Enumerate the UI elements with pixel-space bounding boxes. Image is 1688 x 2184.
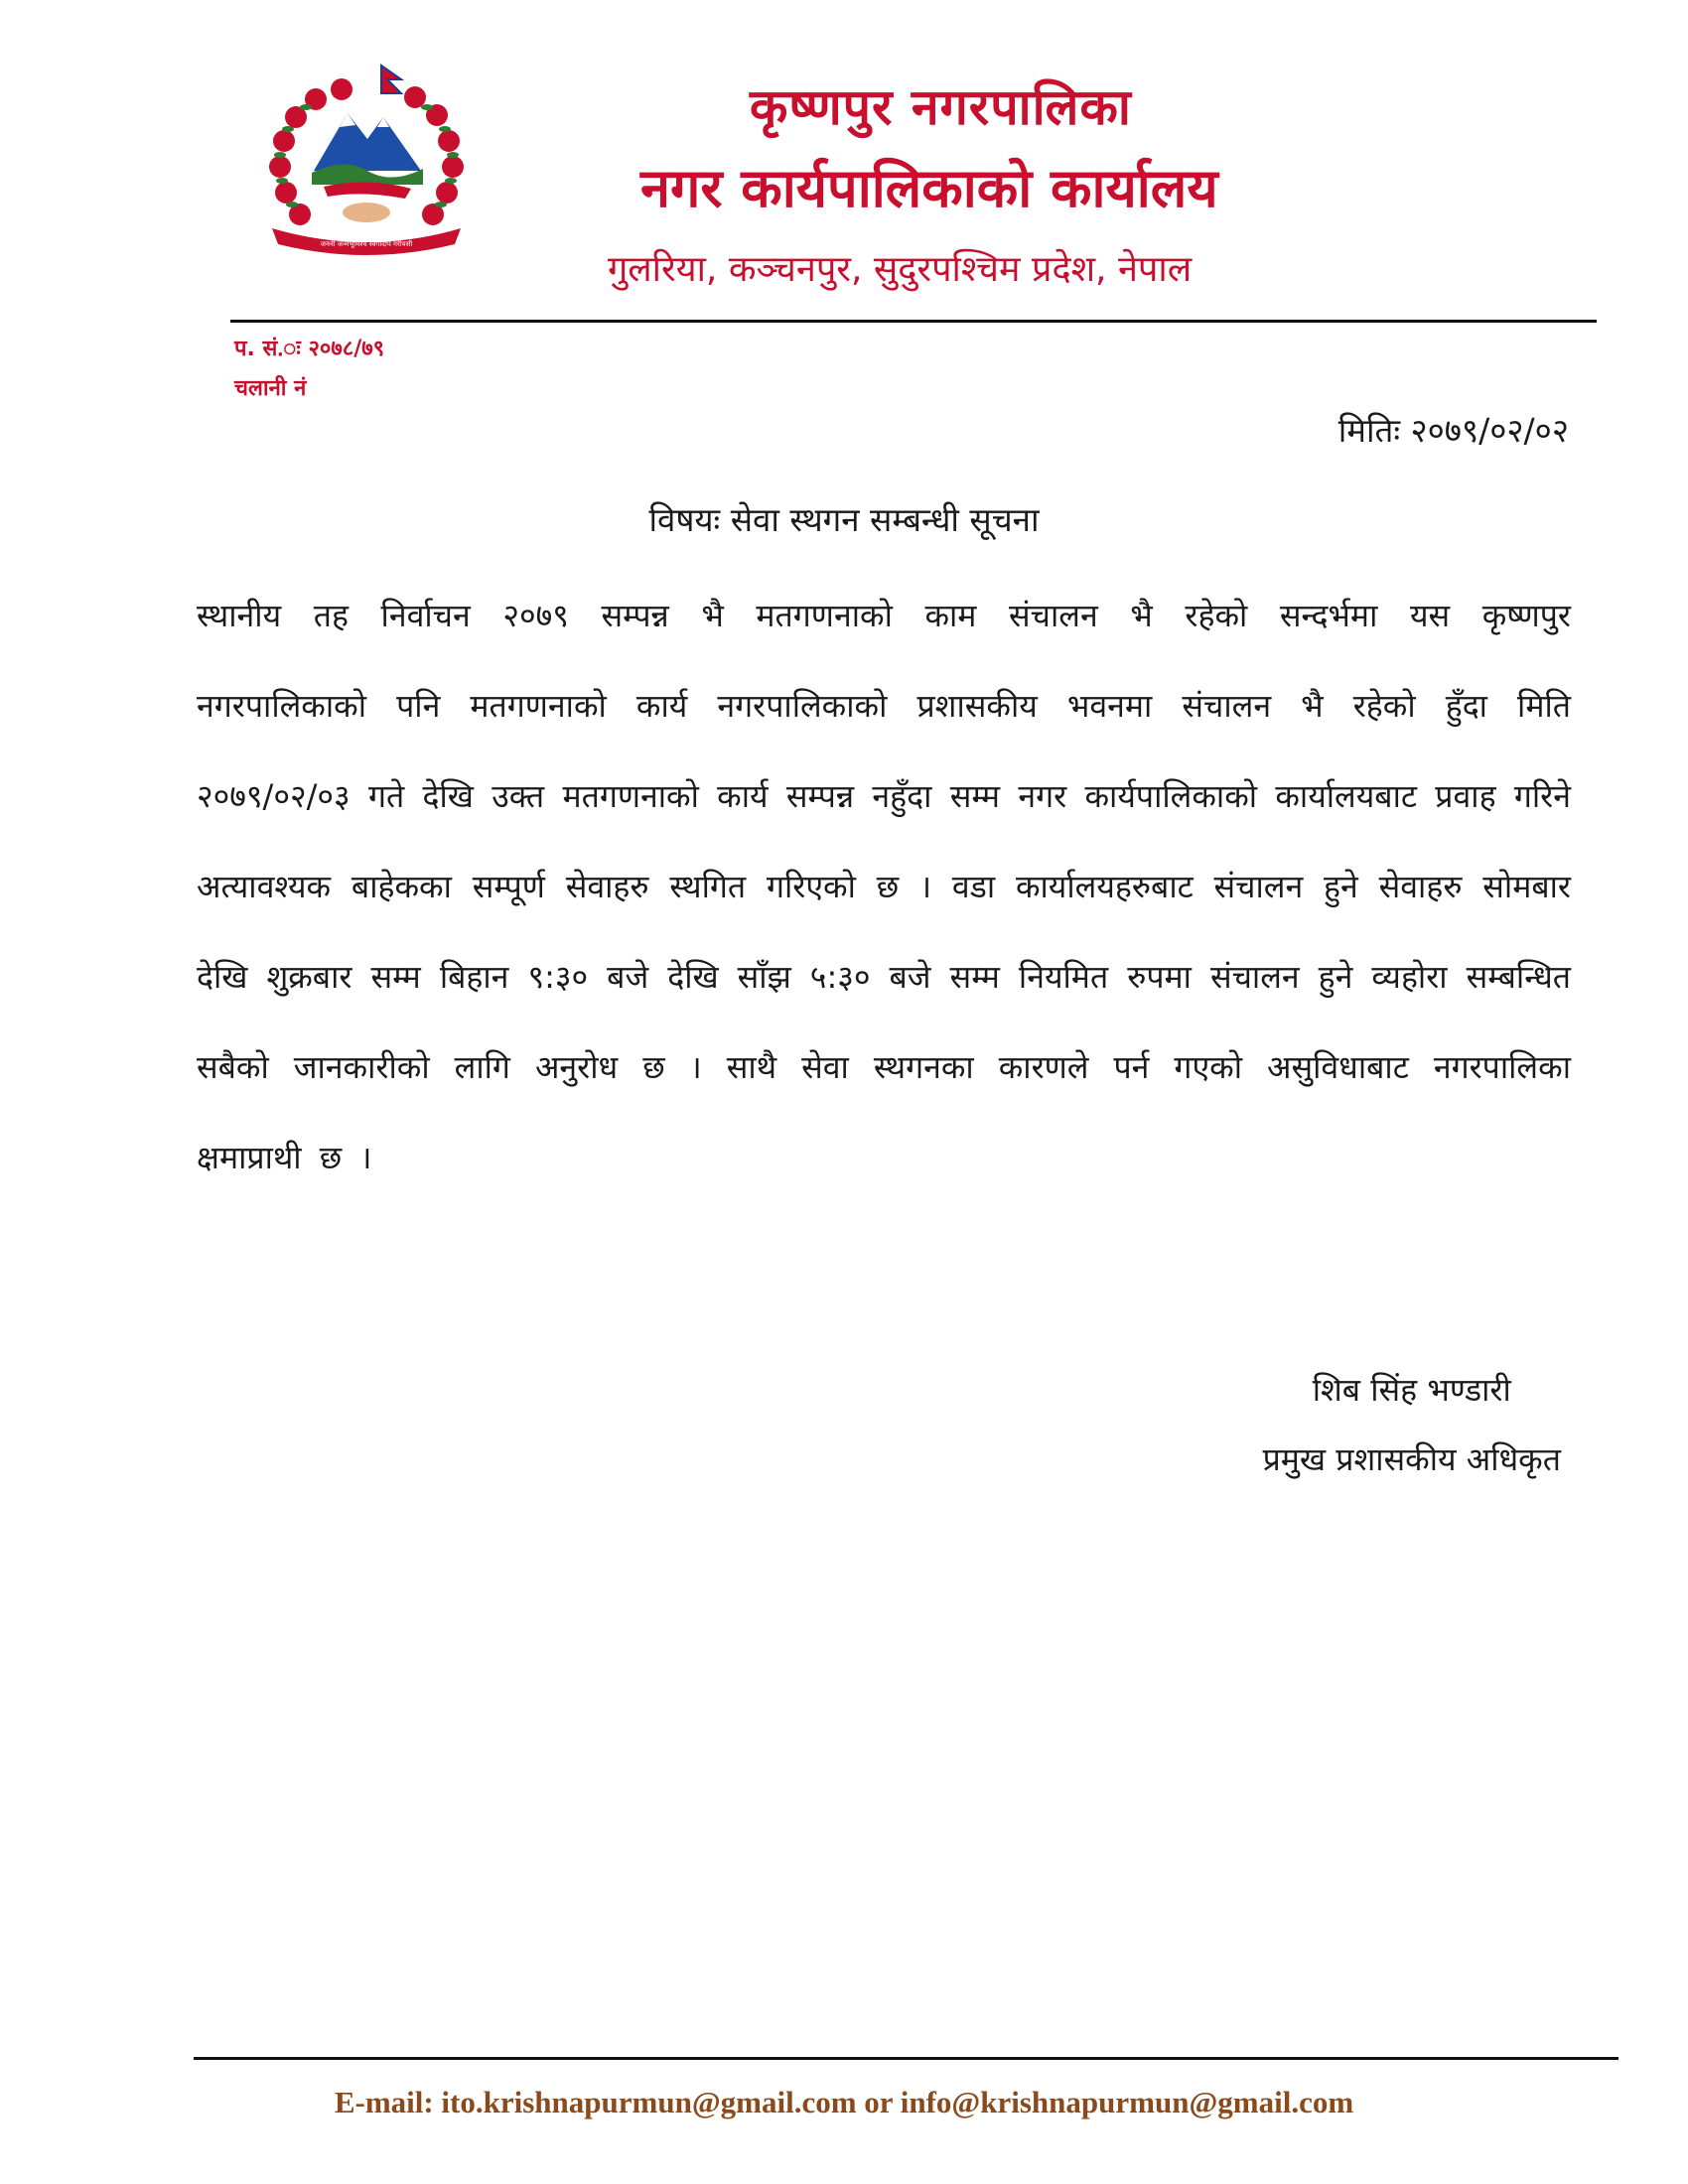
reference-block xyxy=(234,330,384,409)
org-name: कृष्णपुर नगरपालिका xyxy=(750,78,1132,136)
org-address: गुलरिया, कञ्चनपुर, सुदुरपश्चिम प्रदेश, नेपाल xyxy=(608,249,1193,290)
nepal-emblem-icon xyxy=(256,62,477,260)
emblem-motto: जननी जन्मभूमिश्च स्वर्गादपि गरीयसी xyxy=(320,240,413,248)
patra-sankhya: प. सं.ः २०७८/७९ xyxy=(234,337,385,361)
footer-email: E-mail: ito.krishnapurmun@gmail.com or info@krishnapurmun@gmail.com xyxy=(334,2085,1354,2119)
signature-block xyxy=(1263,1355,1561,1494)
office-name: नगर कार्यपालिकाको कार्यालय xyxy=(640,157,1218,219)
letter-date: मितिः २०७९/०२/०२ xyxy=(1337,411,1569,450)
header-divider xyxy=(230,320,1597,323)
signatory-designation: प्रमुख प्रशासकीय अधिकृत xyxy=(1262,1440,1561,1478)
letter-body: स्थानीय तह निर्वाचन २०७९ सम्पन्न भै मतगणनाको काम संचालन भै रहेको सन्दर्भमा यस कृष्णपुर नगरपालिकाको पनि मतगणनाको कार्य नगरपालिकाको प्रशासकीय भवनमा संचालन भै रहेको हुँदा मिति २०७९/०२/०३ गते देखि उक्त मतगणनाको कार्य सम्पन्न नहुँदा सम्म नगर कार्यपालिकाको कार्यालयबाट प्रवाह गरिने अत्यावश्यक बाहेकका सम्पूर्ण सेवाहरु स्थगित गरिएको छ । वडा कार्यालयहरुबाट संचालन हुने सेवाहरु सोमबार देखि शुक्रबार सम्म बिहान ९:३० बजे देखि साँझ ५:३० बजे सम्म नियमित रुपमा संचालन हुने व्यहोरा सम्बन्धित सबैको जानकारीको लागि अनुरोध छ । साथै सेवा स्थगनका कारणले पर्न गएको असुविधाबाट नगरपालिका क्षमाप्राथी छ । xyxy=(197,597,1571,1176)
footer-divider xyxy=(194,2057,1618,2060)
signatory-name: शिब सिंह भण्डारी xyxy=(1312,1371,1511,1409)
chalani-number: चलानी नं xyxy=(234,376,307,401)
letter-subject: विषयः सेवा स्थगन सम्बन्धी सूचना xyxy=(648,500,1040,539)
